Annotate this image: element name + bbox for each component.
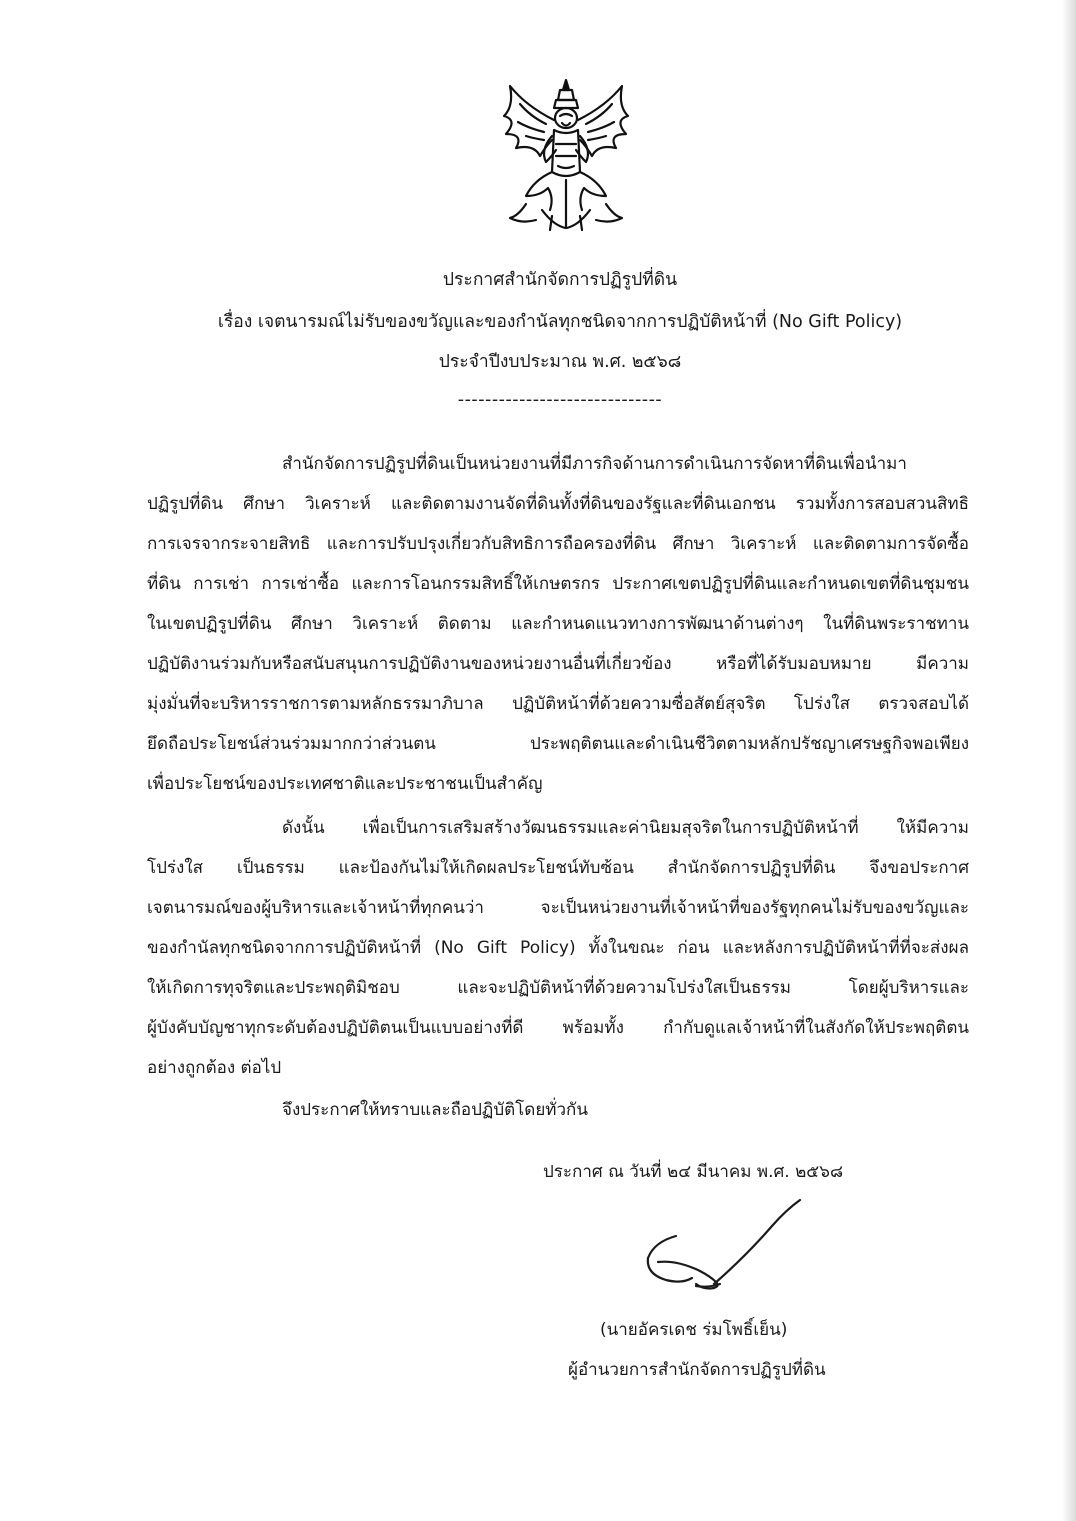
paragraph-1 [147, 450, 969, 810]
announcement-title: ประกาศสำนักจัดการปฏิรูปที่ดิน [442, 270, 678, 290]
paragraph-line: อย่างถูกต้อง ต่อไป [147, 1058, 282, 1078]
paragraph-line: ของกำนัลทุกชนิดจากการปฏิบัติหน้าที่ (No Gift Policy) ทั้งในขณะ ก่อน และหลังการปฏิบัติหน้าที่ที่จะส่งผล [147, 938, 969, 958]
paragraph-line: ที่ดิน การเช่า การเช่าซื้อ และการโอนกรรมสิทธิ์ให้เกษตรกร ประกาศเขตปฏิรูปที่ดินและกำหนดเขตที่ดินชุมชน [147, 574, 969, 594]
handwritten-signature-icon [636, 1196, 816, 1300]
paragraph-line: ยึดถือประโยชน์ส่วนร่วมมากกว่าส่วนตน ประพฤติตนและดำเนินชีวิตตามหลักปรัชญาเศรษฐกิจพอเพียง [147, 734, 969, 754]
paragraph-line: ปฏิรูปที่ดิน ศึกษา วิเคราะห์ และติดตามงานจัดที่ดินทั้งที่ดินของรัฐและที่ดินเอกชน รวมทั้งการสอบสวนสิทธิ [147, 494, 969, 514]
paragraph-line: ดังนั้น เพื่อเป็นการเสริมสร้างวัฒนธรรมและค่านิยมสุจริตในการปฏิบัติหน้าที่ ให้มีความ [282, 818, 969, 838]
garuda-emblem-icon [496, 76, 636, 236]
separator-line: ------------------------------ [457, 390, 663, 410]
announcement-date: ประกาศ ณ วันที่ ๒๔ มีนาคม พ.ศ. ๒๕๖๘ [543, 1162, 844, 1182]
closing-statement: จึงประกาศให้ทราบและถือปฏิบัติโดยทั่วกัน [282, 1100, 588, 1120]
paragraph-line: สำนักจัดการปฏิรูปที่ดินเป็นหน่วยงานที่มีภารกิจด้านการดำเนินการจัดหาที่ดินเพื่อนำมา [282, 454, 907, 474]
paragraph-line: การเจรจากระจายสิทธิ และการปรับปรุงเกี่ยวกับสิทธิการถือครองที่ดิน ศึกษา วิเคราะห์ และติดตามการจัดซื้อ [147, 534, 969, 554]
paragraph-line: เจตนารมณ์ของผู้บริหารและเจ้าหน้าที่ทุกคนว่า จะเป็นหน่วยงานที่เจ้าหน้าที่ของรัฐทุกคนไม่รับของขวัญและ [147, 898, 969, 918]
paragraph-line: โปร่งใส เป็นธรรม และป้องกันไม่ให้เกิดผลประโยชน์ทับซ้อน สำนักจัดการปฏิรูปที่ดิน จึงขอประกาศ [147, 858, 969, 878]
announcement-subject: เรื่อง เจตนารมณ์ไม่รับของขวัญและของกำนัลทุกชนิดจากการปฏิบัติหน้าที่ (No Gift Policy) [217, 312, 903, 332]
paragraph-line: เพื่อประโยชน์ของประเทศชาติและประชาชนเป็นสำคัญ [147, 774, 543, 794]
paragraph-line: มุ่งมั่นที่จะบริหารราชการตามหลักธรรมาภิบาล ปฏิบัติหน้าที่ด้วยความซื่อสัตย์สุจริต โปร่งใส ตรวจสอบได้ [147, 694, 969, 714]
paragraph-line: ผู้บังคับบัญชาทุกระดับต้องปฏิบัติตนเป็นแบบอย่างที่ดี พร้อมทั้ง กำกับดูแลเจ้าหน้าที่ในสังกัดให้ประพฤติตน [147, 1018, 969, 1038]
page-edge-shadow [1062, 0, 1076, 1521]
paragraph-line: ปฏิบัติงานร่วมกับหรือสนับสนุนการปฏิบัติงานของหน่วยงานอื่นที่เกี่ยวข้อง หรือที่ได้รับมอบหมาย มีความ [147, 654, 969, 674]
paragraph-line: ให้เกิดการทุจริตและประพฤติมิชอบ และจะปฏิบัติหน้าที่ด้วยความโปร่งใสเป็นธรรม โดยผู้บริหารและ [147, 978, 969, 998]
paragraph-2 [147, 814, 969, 1094]
signer-position: ผู้อำนวยการสำนักจัดการปฏิรูปที่ดิน [568, 1360, 826, 1380]
paragraph-line: ในเขตปฏิรูปที่ดิน ศึกษา วิเคราะห์ ติดตาม และกำหนดแนวทางการพัฒนาด้านต่างๆ ในที่ดินพระราชทาน [147, 614, 969, 634]
fiscal-year: ประจำปีงบประมาณ พ.ศ. ๒๕๖๘ [438, 352, 682, 372]
signer-name: (นายอัครเดช ร่มโพธิ์เย็น) [600, 1320, 788, 1340]
